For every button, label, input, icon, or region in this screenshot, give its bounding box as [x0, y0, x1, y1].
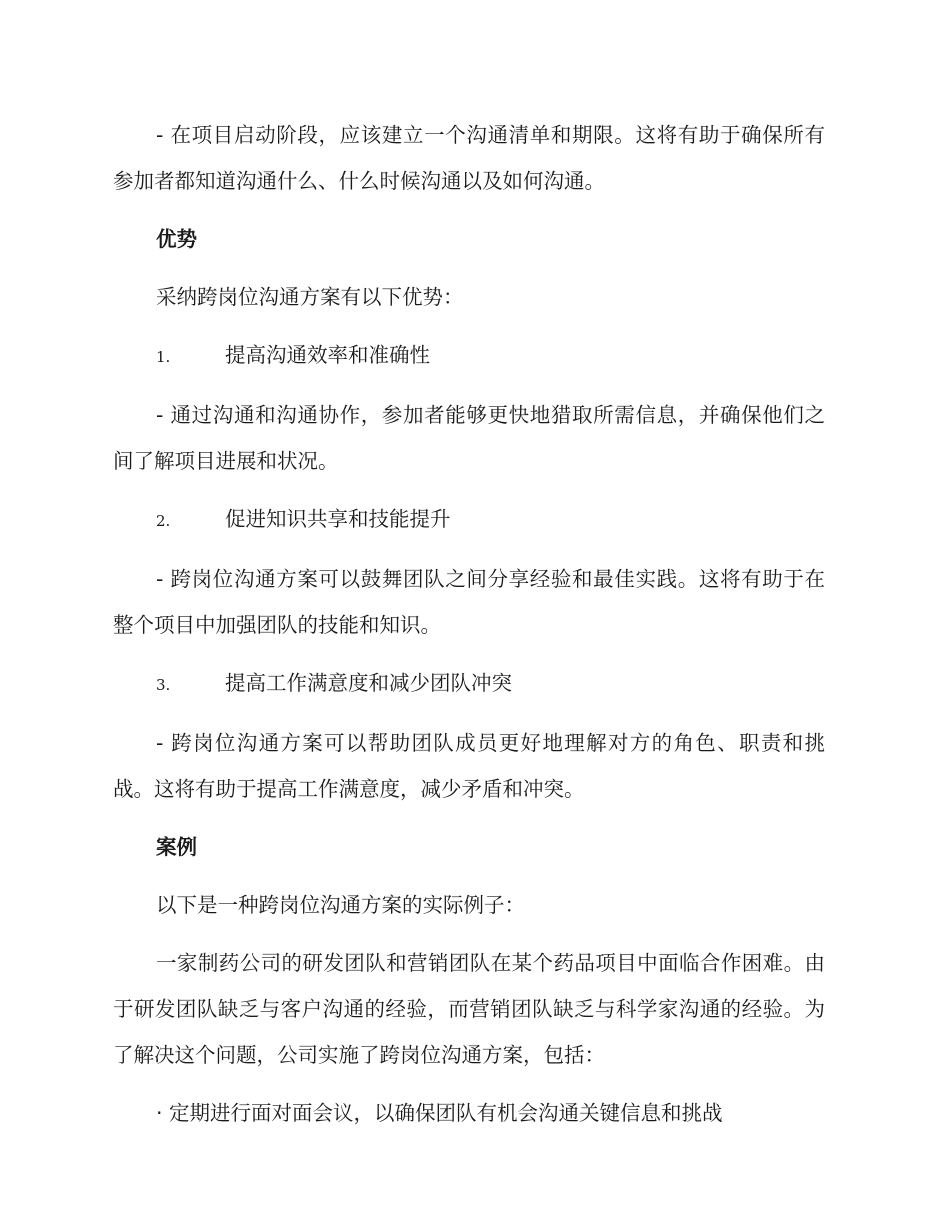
paragraph-communication-checklist: - 在项目启动阶段，应该建立一个沟通清单和期限。这将有助于确保所有参加者都知道沟通什么、什么时候沟通以及如何沟通。 [113, 123, 825, 193]
list-number: 3. [156, 676, 171, 694]
paragraph-case-intro: 以下是一种跨岗位沟通方案的实际例子： [156, 893, 525, 917]
document-body [113, 112, 825, 1148]
paragraph-list-item-3-detail: - 跨岗位沟通方案可以帮助团队成员更好地理解对方的角色、职责和挑战。这将有助于提高工作满意度，减少矛盾和冲突。 [113, 731, 825, 801]
list-item-text: 提高工作满意度和减少团队冲突 [225, 671, 512, 695]
paragraph-list-item-1-detail: - 通过沟通和沟通协作，参加者能够更快地猎取所需信息，并确保他们之间了解项目进展和状况。 [113, 403, 825, 473]
list-item-1 [113, 332, 825, 380]
list-item-text: 促进知识共享和技能提升 [225, 507, 451, 531]
paragraph-bullet-meetings: · 定期进行面对面会议，以确保团队有机会沟通关键信息和挑战 [156, 1101, 723, 1125]
paragraph-advantages-intro: 采纳跨岗位沟通方案有以下优势： [156, 285, 464, 309]
list-number: 2. [156, 512, 171, 530]
heading-advantages: 优势 [156, 227, 197, 251]
list-item-3 [113, 660, 825, 708]
paragraph-list-item-2-detail: - 跨岗位沟通方案可以鼓舞团队之间分享经验和最佳实践。这将有助于在整个项目中加强团队的技能和知识。 [113, 567, 825, 637]
heading-case: 案例 [156, 835, 197, 859]
list-number: 1. [156, 348, 171, 366]
list-item-text: 提高沟通效率和准确性 [225, 343, 430, 367]
paragraph-case-body: 一家制药公司的研发团队和营销团队在某个药品项目中面临合作困难。由于研发团队缺乏与客户沟通的经验，而营销团队缺乏与科学家沟通的经验。为了解决这个问题，公司实施了跨岗位沟通方案，包括： [113, 951, 825, 1067]
list-item-2 [113, 496, 825, 544]
